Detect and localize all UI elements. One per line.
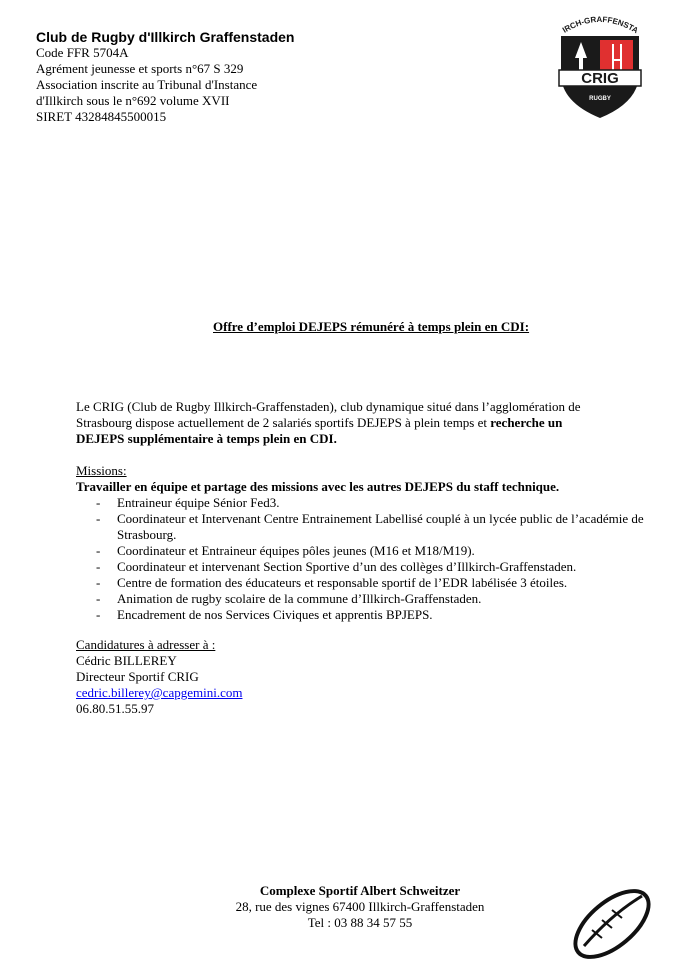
footer-venue-text: Complexe Sportif Albert Schweitzer [259,883,461,898]
list-item [76,511,673,543]
page-footer [180,883,540,931]
mission-text: Animation de rugby scolaire de la commune d’Illkirch-Graffenstaden. [117,591,482,606]
dash-bullet-icon: - [96,543,101,558]
dash-bullet-icon: - [96,607,101,622]
candidatures-heading: Candidatures à adresser à : [76,637,216,652]
offer-title: Offre d’emploi DEJEPS rémunéré à temps plein en CDI: [213,319,530,334]
club-name: Club de Rugby d'Illkirch Graffenstaden [36,29,295,45]
missions-summary-text: Travailler en équipe et partage des missions avec les autres DEJEPS du staff technique. [76,479,560,494]
footer-venue [180,883,540,899]
offer-body [76,399,673,717]
list-item [76,575,673,591]
header-line-siret: SIRET 43284845500015 [36,109,167,124]
contact-name: Cédric BILLEREY [76,653,177,668]
footer-tel: Tel : 03 88 34 57 55 [307,915,413,930]
logo-arc-text: IRCH-GRAFFENSTA [560,14,640,36]
contact-email-link[interactable]: cedric.billerey@capgemini.com [76,685,243,700]
rugby-ball-icon [562,874,660,960]
crig-logo [555,14,645,122]
crig-shield-icon [555,14,645,122]
intro-line-1: Le CRIG (Club de Rugby Illkirch-Graffenstaden), club dynamique situé dans l’agglomération de [76,399,581,414]
missions-list [76,495,673,623]
list-item [76,607,673,623]
header-line-tribunal: d'Illkirch sous le n°692 volume XVII [36,93,230,108]
intro-line-2-text: Strasbourg dispose actuellement de 2 salariés sportifs DEJEPS à plein temps et [76,415,491,430]
contact-email-line [76,685,673,701]
mission-text: Coordinateur et intervenant Section Sportive d’un des collèges d’Illkirch-Graffenstaden. [117,559,577,574]
candidatures-section [76,637,673,717]
intro-line-3-bold: DEJEPS supplémentaire à temps plein en CDI. [76,431,337,446]
dash-bullet-icon: - [96,559,101,574]
dash-bullet-icon: - [96,511,101,526]
mission-text: Entraineur équipe Sénior Fed3. [117,495,280,510]
intro-line-2-bold: recherche un [490,415,563,430]
logo-main-text: CRIG [581,70,619,87]
list-item [76,543,673,559]
contact-role: Directeur Sportif CRIG [76,669,199,684]
list-item [76,591,673,607]
intro-line-2 [76,415,673,431]
dash-bullet-icon: - [96,575,101,590]
list-item [76,495,673,511]
list-item [76,559,673,575]
missions-summary [76,479,673,495]
mission-text: Coordinateur et Entraineur équipes pôles jeunes (M16 et M18/M19). [117,543,475,558]
mission-text: Coordinateur et Intervenant Centre Entrainement Labellisé couplé à un lycée public de l’académie de Strasbourg. [117,511,644,542]
dash-bullet-icon: - [96,591,101,606]
dash-bullet-icon: - [96,495,101,510]
contact-phone: 06.80.51.55.97 [76,701,154,716]
club-header [36,29,456,125]
mission-text: Centre de formation des éducateurs et responsable sportif de l’EDR labélisée 3 étoiles. [117,575,568,590]
footer-address: 28, rue des vignes 67400 Illkirch-Graffenstaden [235,899,485,914]
missions-heading: Missions: [76,463,127,478]
logo-sub-text: RUGBY [589,96,611,102]
header-line-association: Association inscrite au Tribunal d'Instance [36,77,258,92]
mission-text: Encadrement de nos Services Civiques et apprentis BPJEPS. [117,607,433,622]
intro-line-3 [76,431,673,447]
header-line-agrement: Agrément jeunesse et sports n°67 S 329 [36,61,244,76]
intro-paragraph [76,399,673,447]
missions-section [76,463,673,623]
header-line-code-ffr: Code FFR 5704A [36,45,129,60]
